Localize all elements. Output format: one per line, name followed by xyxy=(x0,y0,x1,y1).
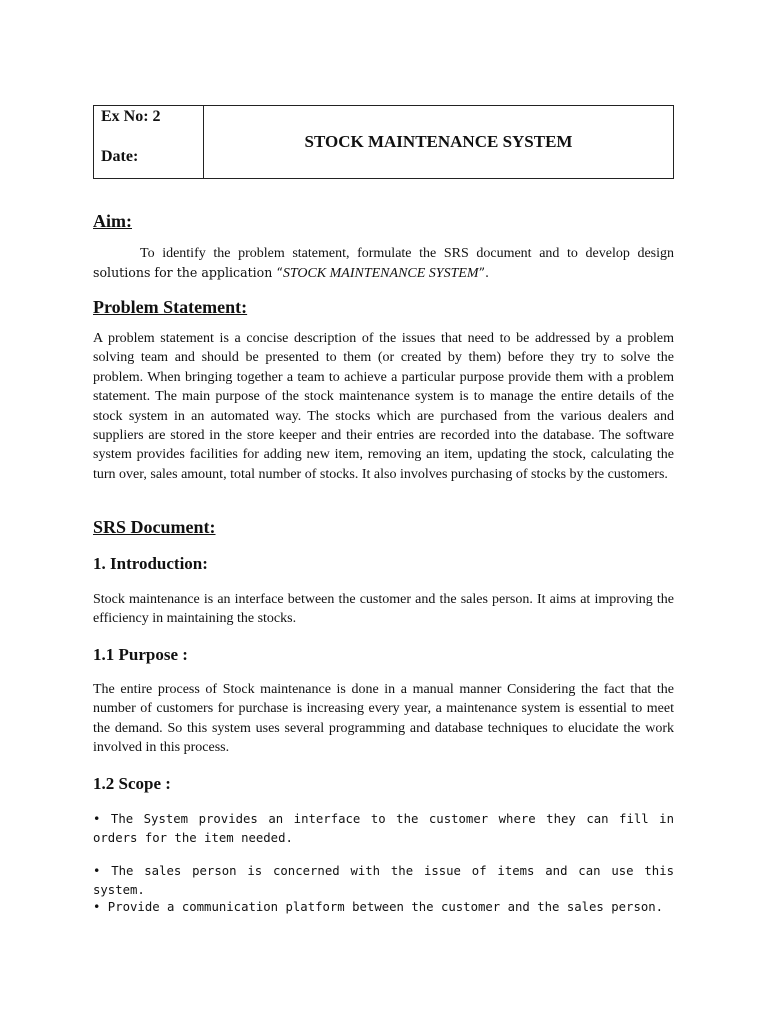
problem-statement-heading: Problem Statement: xyxy=(93,297,248,317)
scope-heading: 1.2 Scope : xyxy=(93,774,171,793)
aim-text-line2: solutions for the application “ xyxy=(93,265,283,281)
aim-app-name: STOCK MAINTENANCE SYSTEM xyxy=(282,266,479,282)
purpose-text: The entire process of Stock maintenance is done in a manual manner Considering the fact that the number of customers for purchase is increasing every year, a maintenance system is essential to meet the demand. So this system uses several programming and database techniques to elucidate the work involved in this process. xyxy=(93,682,674,756)
scope-bullet-3: • Provide a communication platform between the customer and the sales person. xyxy=(93,900,664,914)
header-box xyxy=(93,105,674,179)
problem-statement-text: A problem statement is a concise description of the issues that need to be addressed by a problem solving team and should be presented to them (or created by them) before they try to solve the problem. When bringing together a team to achieve a particular purpose provide them with a problem statement. The main purpose of the stock maintenance system is to manage the entire details of the stock system in an automated way. The stocks which are purchased from the various dealers and suppliers are stored in the store keeper and their entries are recorded into the database. The software system provides facilities for adding new item, removing an item, updating the stock, calculating the turn over, sales amount, total number of stocks. It also involves purchasing of stocks by the customers. xyxy=(93,331,674,482)
introduction-heading: 1. Introduction: xyxy=(93,554,208,573)
introduction-text: Stock maintenance is an interface between the customer and the sales person. It aims at improving the efficiency in maintaining the stocks. xyxy=(93,592,674,627)
header-title-cell xyxy=(204,106,673,178)
aim-heading: Aim: xyxy=(93,211,132,231)
document-title: STOCK MAINTENANCE SYSTEM xyxy=(304,132,573,151)
aim-text-line1: To identify the problem statement, formulate the SRS document and to develop design xyxy=(140,246,674,261)
header-left-cell xyxy=(94,106,204,178)
scope-bullet-1: • The System provides an interface to the customer where they can fill in orders for the item needed. xyxy=(93,812,674,846)
purpose-heading: 1.1 Purpose : xyxy=(93,645,188,664)
srs-document-heading: SRS Document: xyxy=(93,517,216,537)
date-label: Date: xyxy=(101,148,139,165)
aim-text xyxy=(93,244,674,284)
scope-bullet-2: • The sales person is concerned with the issue of items and can use this system. xyxy=(93,864,674,898)
aim-text-end: ”. xyxy=(478,265,490,281)
exercise-number: Ex No: 2 xyxy=(101,108,161,125)
